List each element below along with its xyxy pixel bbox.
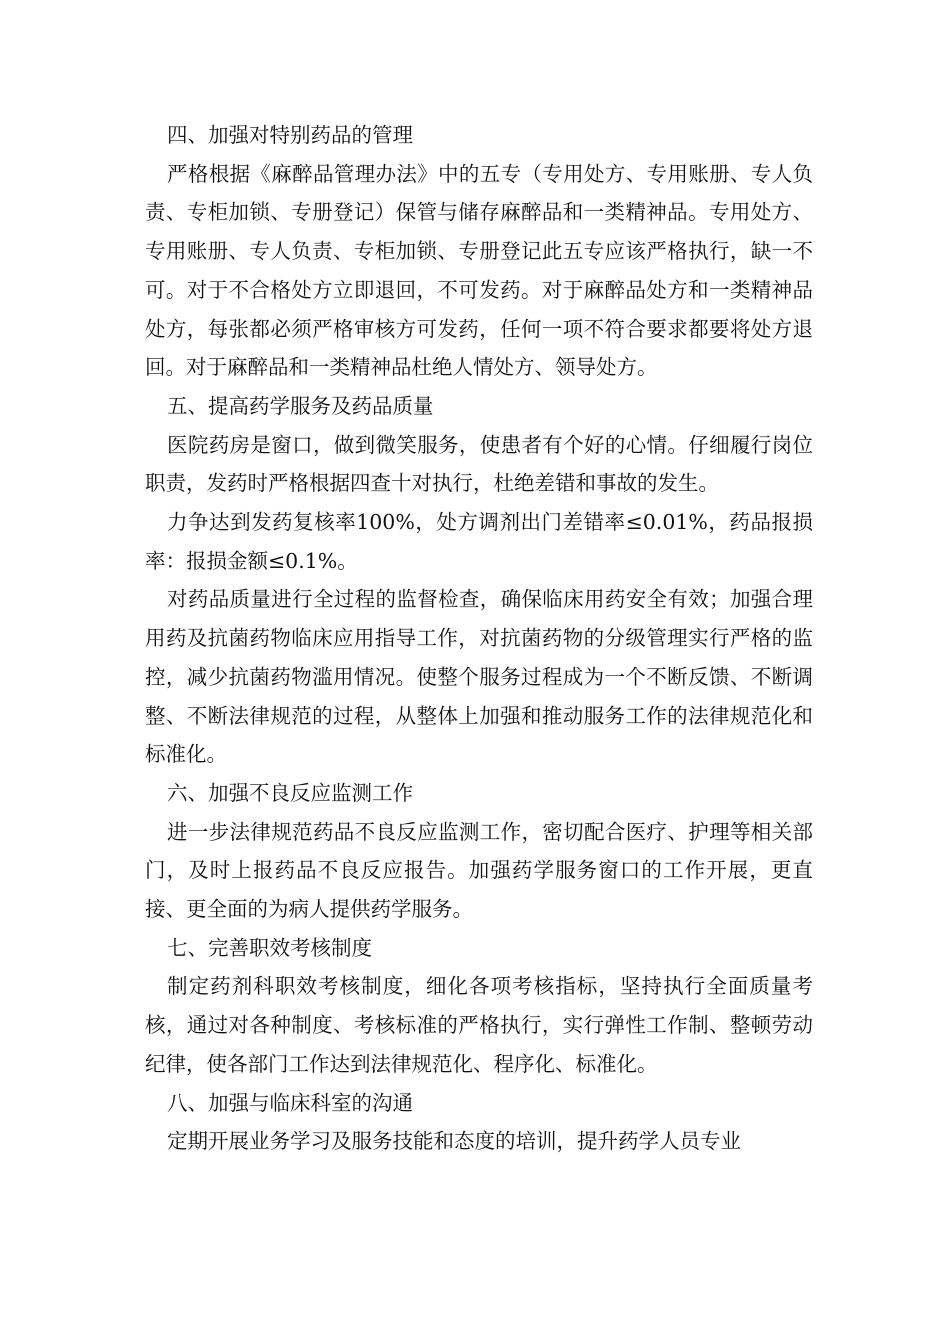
paragraph: 制定药剂科职效考核制度，细化各项考核指标，坚持执行全面质量考核，通过对各种制度、考核标准的严格执行，实行弹性工作制、整顿劳动纪律，使各部门工作达到法律规范化、程序化、标准化。 xyxy=(145,974,813,1076)
paragraph: 定期开展业务学习及服务技能和态度的培训，提升药学人员专业 xyxy=(167,1129,741,1154)
section-heading-8: 八、加强与临床科室的沟通 xyxy=(167,1090,413,1115)
section-heading-6: 六、加强不良反应监测工作 xyxy=(167,780,413,805)
document-body xyxy=(145,116,813,1161)
paragraph: 力争达到发药复核率100%，处方调剂出门差错率≤0.01%，药品报损率：报损金额≤0.1%。 xyxy=(145,510,813,573)
paragraph: 进一步法律规范药品不良反应监测工作，密切配合医疗、护理等相关部门，及时上报药品不良反应报告。加强药学服务窗口的工作开展，更直接、更全面的为病人提供药学服务。 xyxy=(145,819,813,922)
section-heading-7: 七、完善职效考核制度 xyxy=(167,935,372,960)
section-heading-5: 五、提高药学服务及药品质量 xyxy=(167,393,434,418)
paragraph: 严格根据《麻醉品管理办法》中的五专（专用处方、专用账册、专人负责、专柜加锁、专册登记）保管与储存麻醉品和一类精神品。专用处方、专用账册、专人负责、专柜加锁、专册登记此五专应该严格执行，缺一不可。对于不合格处方立即退回，不可发药。对于麻醉品处方和一类精神品处方，每张都必须严格审核方可发药，任何一项不符合要求都要将处方退回。对于麻醉品和一类精神品杜绝人情处方、领导处方。 xyxy=(145,161,813,380)
paragraph: 医院药房是窗口，做到微笑服务，使患者有个好的心情。仔细履行岗位职责，发药时严格根据四查十对执行，杜绝差错和事故的发生。 xyxy=(145,432,813,496)
paragraph: 对药品质量进行全过程的监督检查，确保临床用药安全有效；加强合理用药及抗菌药物临床应用指导工作，对抗菌药物的分级管理实行严格的监控，减少抗菌药物滥用情况。使整个服务过程成为一个不断反馈、不断调整、不断法律规范的过程，从整体上加强和推动服务工作的法律规范化和标准化。 xyxy=(145,587,813,767)
section-heading-4: 四、加强对特别药品的管理 xyxy=(167,123,413,147)
